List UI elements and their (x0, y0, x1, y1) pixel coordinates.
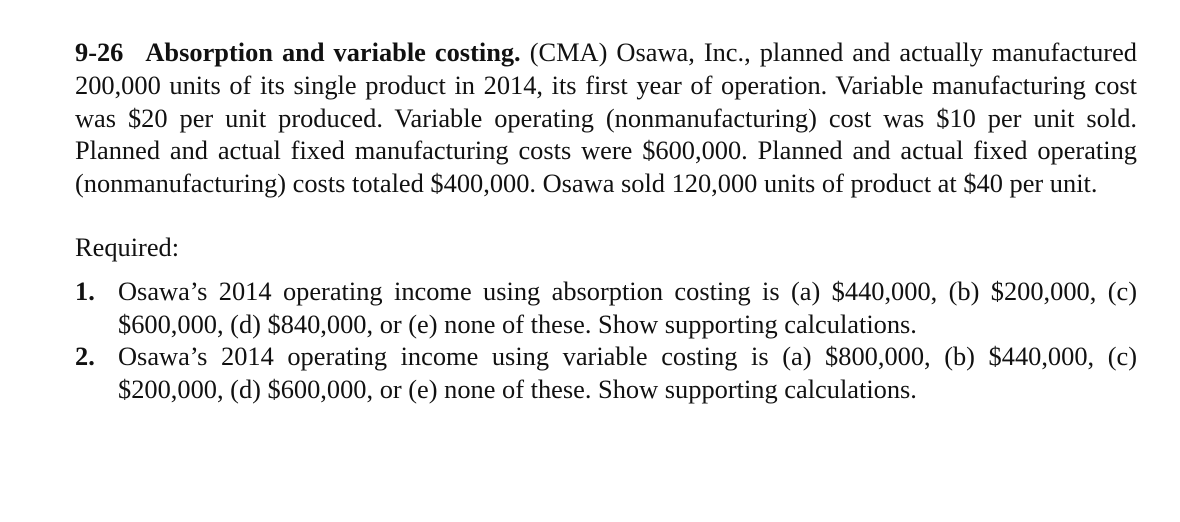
required-item-1 (75, 275, 1137, 341)
problem-paragraph (75, 36, 1137, 200)
required-item-number: 2. (75, 341, 95, 372)
required-item-text: Osawa’s 2014 operating income using variable costing is (a) $800,000, (b) $440,000, (c) $200,000, (d) $600,000, or (e) none of these. Show supporting calculations. (118, 341, 1137, 405)
required-item-text: Osawa’s 2014 operating income using absorption costing is (a) $440,000, (b) $200,000, (c) $600,000, (d) $840,000, or (e) none of these. Show supporting calculations. (118, 275, 1137, 339)
document-page (75, 36, 1137, 406)
problem-body: (CMA) Osawa, Inc., planned and actually manufactured 200,000 units of its single product in 2014, its first year of operation. Variable manufacturing cost was $20 per unit produced. Variable operating (nonmanufacturing) cost was $10 per unit sold. Planned and actual fixed manufacturing costs were $600,000. Planned and actual fixed operating (nonmanufacturing) costs totaled $400,000. Osawa sold 120,000 units of product at $40 per unit. (75, 37, 1137, 199)
required-heading: Required: (75, 231, 180, 262)
required-item-2 (75, 340, 1137, 406)
problem-number: 9-26 (75, 37, 124, 67)
problem-title: Absorption and variable costing. (145, 37, 521, 67)
required-item-number: 1. (75, 275, 95, 306)
required-list (75, 275, 1137, 406)
